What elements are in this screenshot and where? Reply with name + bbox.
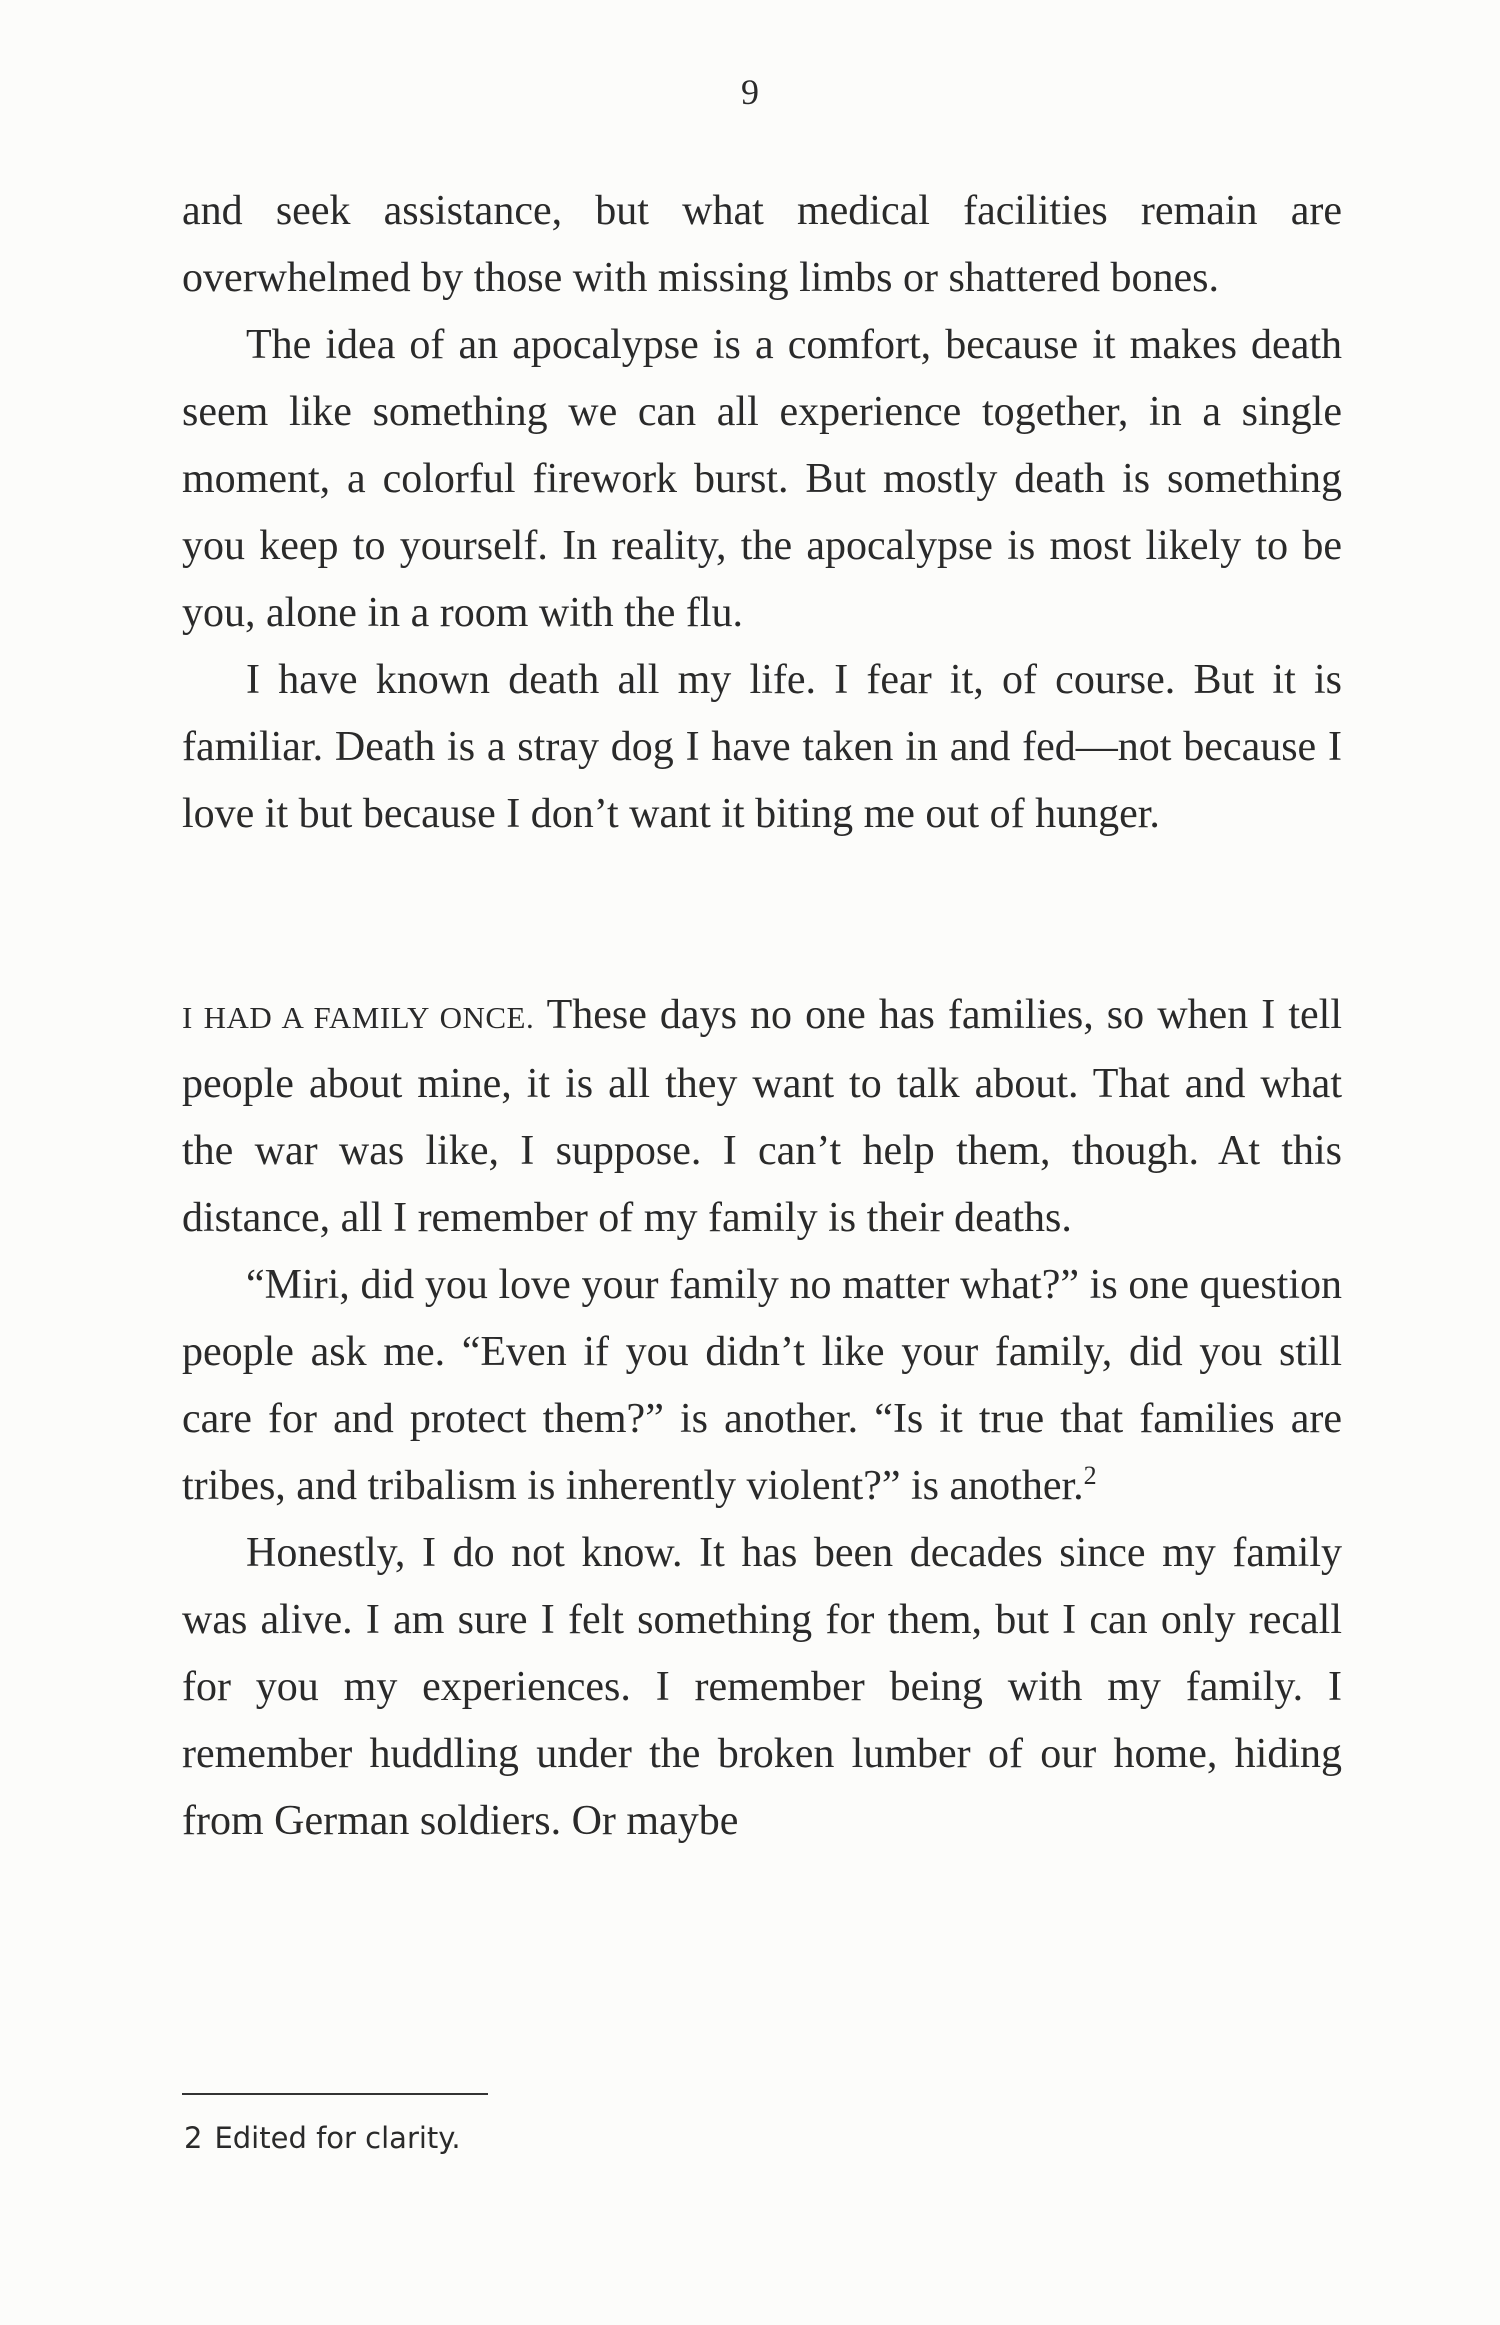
paragraph-text: “Miri, did you love your family no matter what?” is one question people ask me. “Even if you didn’t like your family, did you still care for and protect them?” is another. “Is it true that families are tribes, and tribalism is inherently violent?” is another.	[182, 1262, 1342, 1509]
body-text	[182, 178, 1342, 1855]
footnote-reference: 2	[1083, 1461, 1097, 1490]
section-opening-paragraph	[182, 982, 1342, 1252]
footnote-divider	[182, 2093, 488, 2095]
page-number: 9	[741, 72, 759, 112]
paragraph: I have known death all my life. I fear it, of course. But it is familiar. Death is a stray dog I have taken in and fed—not because I love it but because I don’t want it biting me out of hunger.	[182, 657, 1342, 837]
paragraph: Honestly, I do not know. It has been decades since my family was alive. I am sure I felt something for them, but I can only recall for you my experiences. I remember being with my family. I remember huddling under the broken lumber of our home, hiding from German soldiers. Or maybe	[182, 1530, 1342, 1844]
paragraph: and seek assistance, but what medical facilities remain are overwhelmed by those with missing limbs or shattered bones.	[182, 188, 1342, 301]
footnote-number: 2	[184, 2121, 203, 2155]
section-lead-in: I HAD A FAMILY ONCE.	[182, 1000, 535, 1035]
paragraph	[182, 1252, 1342, 1520]
footnote-text: Edited for clarity.	[214, 2121, 461, 2155]
footnote	[184, 2118, 461, 2158]
paragraph: The idea of an apocalypse is a comfort, because it makes death seem like something we can all experience together, in a single moment, a colorful firework burst. But mostly death is something you keep to yourself. In reality, the apocalypse is most likely to be you, alone in a room with the flu.	[182, 322, 1342, 636]
section-lead-rest: These days no one has families, so when I tell people about mine, it is all they want to talk about. That and what the war was like, I suppose. I can’t help them, though. At this distance, all I remember of my family is their deaths.	[182, 992, 1342, 1241]
